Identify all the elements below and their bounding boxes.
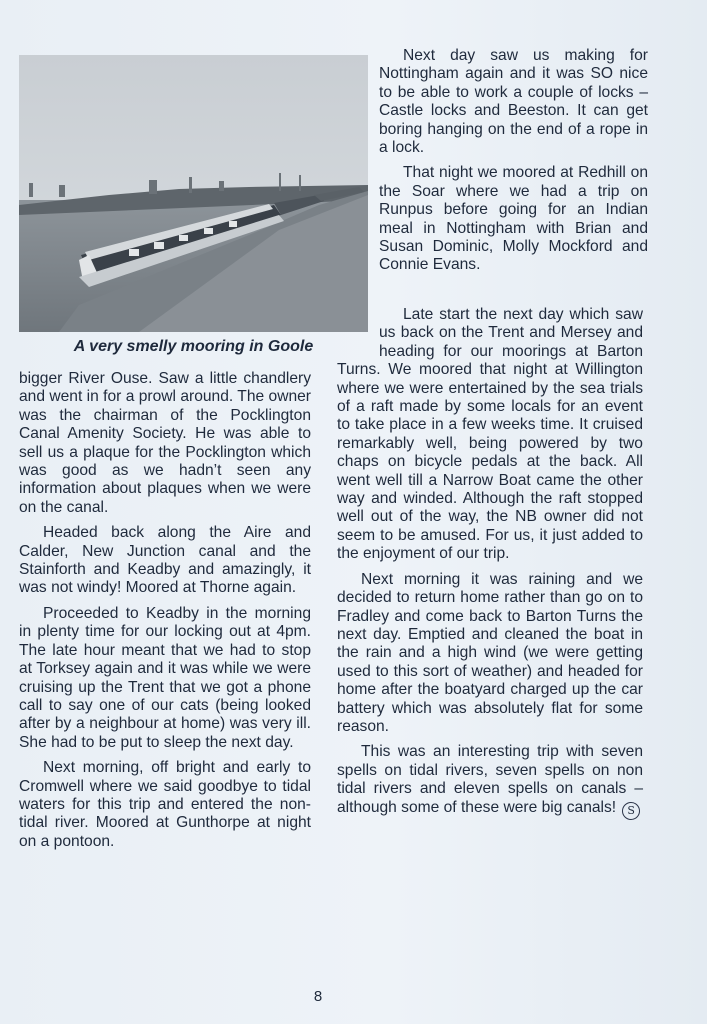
paragraph: bigger River Ouse. Saw a little chandlery and went in for a prowl around. The owner was the chairman of the Pocklington Canal Amenity Society. He was able to sell us a plaque for the Pocklington which was good as we hadn’t seen any information about plaques when we were on the canal. bbox=[19, 370, 311, 516]
paragraph: Next day saw us making for Nottingham again and it was SO nice to be able to work a couple of locks – Castle locks and Beeston. It can get boring hanging on the end of a rope in a lock. bbox=[379, 47, 648, 157]
right-column bbox=[337, 306, 643, 827]
end-mark-logo: S bbox=[622, 802, 640, 820]
photo-caption: A very smelly mooring in Goole bbox=[73, 338, 314, 355]
paragraph: Proceeded to Keadby in the morning in plenty time for our locking out at 4pm. The late hour meant that we had to stop at Torksey again and it was while we were cruising up the Trent that we got a phone call to say one of our cats (being looked after by a neighbour at home) was very ill. She had to be put to sleep the next day. bbox=[19, 604, 311, 751]
paragraph: Late start the next day which saw us back on the Trent and Mersey and heading for our moorings at Barton Turns. We moored that night at Willington where we were entertained by the sea trials of a raft made by some locals for an event to take place in a few weeks time. It cruised remarkably well, being powered by two chaps on bicycle pedals at the back. All went well till a Narrow Boat came the other way and winded. Although the raft stopped well out of the way, the NB owner did not seem to be amused. For us, it just added to the enjoyment of our trip. bbox=[337, 306, 643, 563]
paragraph-text: This was an interesting trip with seven spells on tidal rivers, seven spells on non tidal rivers and eleven spells on canals – although some of these were big canals! bbox=[337, 743, 643, 816]
page-number: 8 bbox=[313, 988, 323, 1005]
paragraph: Next morning it was raining and we decided to return home rather than go on to Fradley and come back to Barton Turns the next day. Emptied and cleaned the boat in the rain and a high wind (we were getting used to this sort of weather) and headed for home after the boatyard charged up the car battery which was absolutely flat for some reason. bbox=[337, 570, 643, 735]
right-column-top bbox=[379, 47, 648, 282]
paragraph: Next morning, off bright and early to Cromwell where we said goodbye to tidal waters for this trip and entered the non-tidal river. Moored at Gunthorpe at night on a pontoon. bbox=[19, 759, 311, 850]
paragraph: Headed back along the Aire and Calder, New Junction canal and the Stainforth and Keadby and amazingly, it was not windy! Moored at Thorne again. bbox=[19, 524, 311, 597]
left-column bbox=[19, 370, 311, 858]
narrowboat-mooring-image bbox=[19, 55, 368, 332]
boat-photo bbox=[19, 55, 368, 332]
paragraph bbox=[337, 743, 643, 819]
caption-wrap-space bbox=[337, 306, 379, 361]
paragraph: That night we moored at Redhill on the Soar where we had a trip on Runpus before going for an Indian meal in Nottingham with Brian and Susan Dominic, Molly Mockford and Connie Evans. bbox=[379, 164, 648, 274]
